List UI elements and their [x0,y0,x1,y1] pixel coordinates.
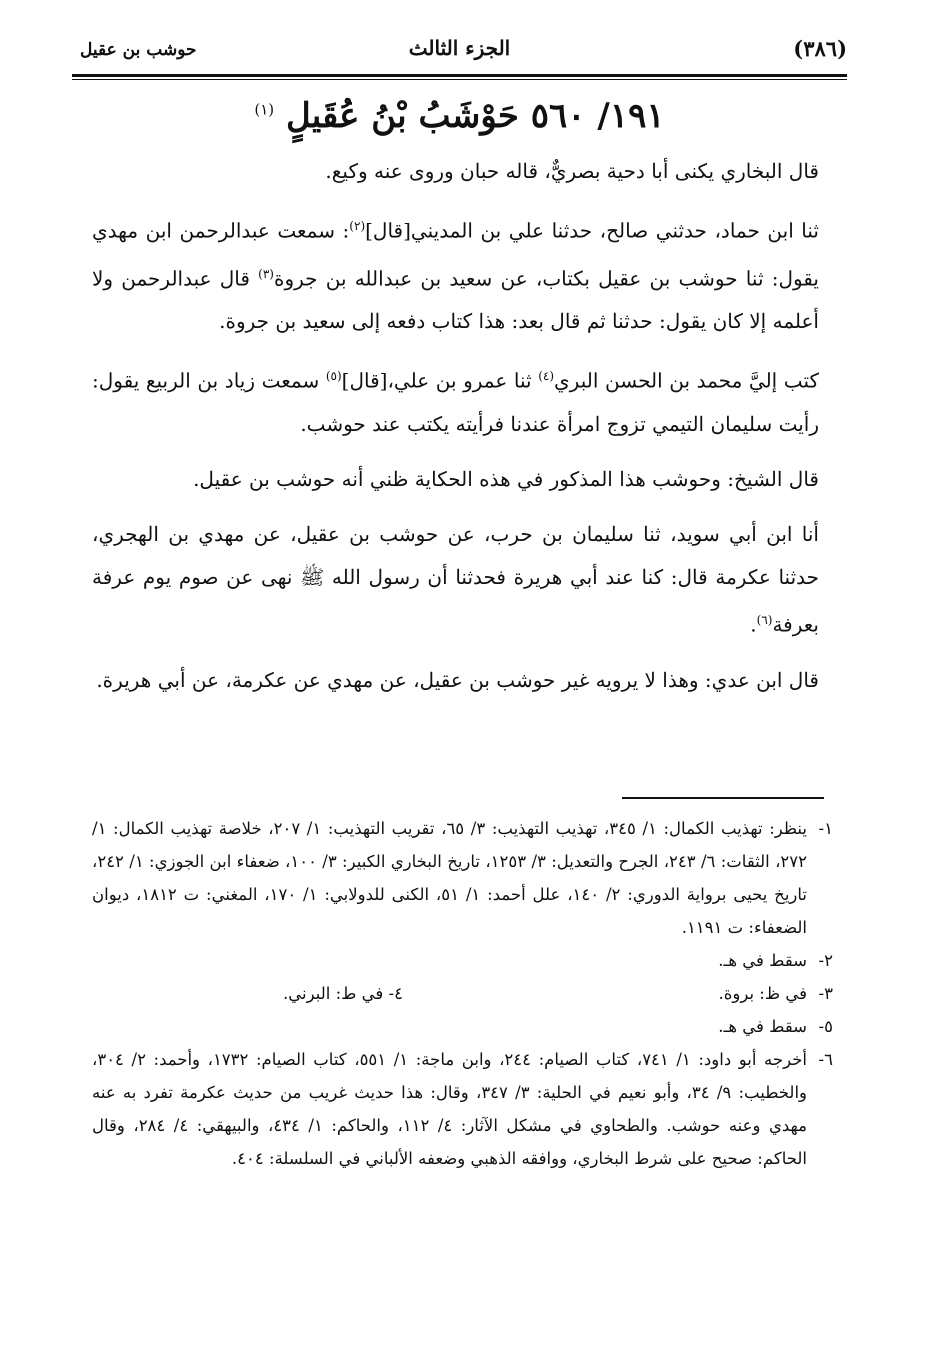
header-rule [72,74,847,80]
paragraph-text: قال البخاري يكنى أبا دحية بصريٌّ، قاله حبان وروى عنه وكيع. [325,159,819,183]
paragraph-text: ثنا ابن حماد، حدثني صالح، حدثنا علي بن المديني[قال] [365,218,819,243]
volume-label: الجزء الثالث [408,36,511,60]
footnote-text: سقط في هـ. [718,1017,807,1036]
footnote-ref: (١) [254,100,275,119]
paragraph-2 [92,205,819,343]
paragraph-5 [92,513,819,647]
paragraph-text: . [750,612,757,637]
footnote-1 [92,812,833,944]
running-title: حوشب بن عقيل [80,40,197,60]
footnote-ref: (٢) [349,219,366,233]
footnote-ref: (٦) [756,612,773,627]
paragraph-text: سمعت زياد بن الربيع يقول: رأيت سليمان التيمي تزوج امرأة عندنا فرأيته يكتب عند حوشب. [92,368,819,436]
paragraph-6 [92,659,819,702]
footnote-text: أخرجه أبو داود: ١/ ٧٤١، كتاب الصيام: ٢٤٤، وابن ماجة: ١/ ٥٥١، كتاب الصيام: ١٧٣٢، وأحمد: ٢/ ٣٠٤، والخطيب: ٩/ ٣٤، وأبو نعيم في الحلية: ٣/ ٣٤٧، وقال: هذا حديث غريب من حديث عكرمة تفرد به عنه مهدي وعنه حوشب. والطحاوي في مشكل الآثار: ٤/ ١١٢، والحاكم: ١/ ٤٣٤، والبيهقي: ٤/ ٢٨٤، وقال الحاكم: صحيح على شرط البخاري، ووافقه الذهبي وضعفه الألباني في السلسلة: ٤٠٤. [92,1050,807,1168]
footnote-number: ٥- [818,1017,833,1036]
footnote-3-4-row [92,977,833,1010]
footnote-separator [622,797,824,799]
footnote-text: في ظ: بروة. [718,984,807,1003]
footnote-6 [92,1043,833,1175]
footnote-4 [283,977,403,1010]
paragraph-text: قال ابن عدي: وهذا لا يرويه غير حوشب بن عقيل، عن مهدي عن عكرمة، عن أبي هريرة. [96,667,819,692]
footnote-ref: (٣) [258,266,274,281]
paragraph-text: ثنا عمرو بن علي،[قال] [341,368,539,393]
paragraph-text: : سمعت عبدالرحمن ابن مهدي يقول: ثنا حوشب بن عقيل بكتاب، عن سعيد بن عبدالله بن جروة [92,218,819,291]
paragraph-1 [92,150,819,193]
footnote-ref: (٥) [325,369,342,384]
footnote-ref: (٤) [538,369,555,384]
footnote-5 [92,1010,833,1043]
page-number: (٣٨٦) [793,36,847,61]
footnote-number: ٣- [818,984,833,1003]
paragraph-text: أنا ابن أبي سويد، ثنا سليمان بن حرب، عن حوشب بن عقيل، عن مهدي بن الهجري، حدثنا عكرمة قال: كنا عند أبي هريرة فحدثنا أن رسول الله ﷺ نهى عن صوم يوم عرفة بعرفة [92,521,819,637]
footnote-text: في ط: البرني. [283,984,384,1003]
footnote-text: ينظر: تهذيب الكمال: ١/ ٣٤٥، تهذيب التهذيب: ٣/ ٦٥، تقريب التهذيب: ١/ ٢٠٧، خلاصة تهذيب الكمال: ١/ ٢٧٢، الثقات: ٦/ ٢٤٣، الجرح والتعديل: ٣/ ١٢٥٣، تاريخ البخاري الكبير: ٣/ ١٠٠، ضعفاء ابن الجوزي: ١/ ٢٤٢، تاريخ يحيى برواية الدوري: ٢/ ١٤٠، علل أحمد: ١/ ٥١، الكنى للدولابي: ١/ ١٧٠، المغني: ت ١٨١٢، ديوان الضعفاء: ت ١١٩١. [92,819,808,937]
paragraph-3 [92,355,819,446]
footnote-number: ٦- [818,1050,833,1069]
entry-title-text: ١٩١/ ٥٦٠ حَوْشَبُ بْنُ عُقَيلٍ [285,96,665,136]
footnote-number: ١- [818,819,833,838]
footnote-2 [92,944,833,977]
footnotes [92,812,833,1175]
footnote-text: سقط في هـ. [718,951,807,970]
entry-title [72,96,847,136]
page-header [72,34,847,74]
paragraph-text: قال الشيخ: وحوشب هذا المذكور في هذه الحكاية ظني أنه حوشب بن عقيل. [193,466,819,491]
paragraph-text: قال عبدالرحمن ولا أعلمه إلا كان يقول: حدثنا ثم قال بعد: هذا كتاب دفعه إلى سعيد بن جروة. [92,266,819,334]
footnote-number: ٤- [388,984,403,1003]
paragraph-4 [92,458,819,501]
footnote-number: ٢- [818,951,833,970]
paragraph-text: كتب إليَّ محمد بن الحسن البري [554,368,820,393]
body-text [92,150,819,714]
